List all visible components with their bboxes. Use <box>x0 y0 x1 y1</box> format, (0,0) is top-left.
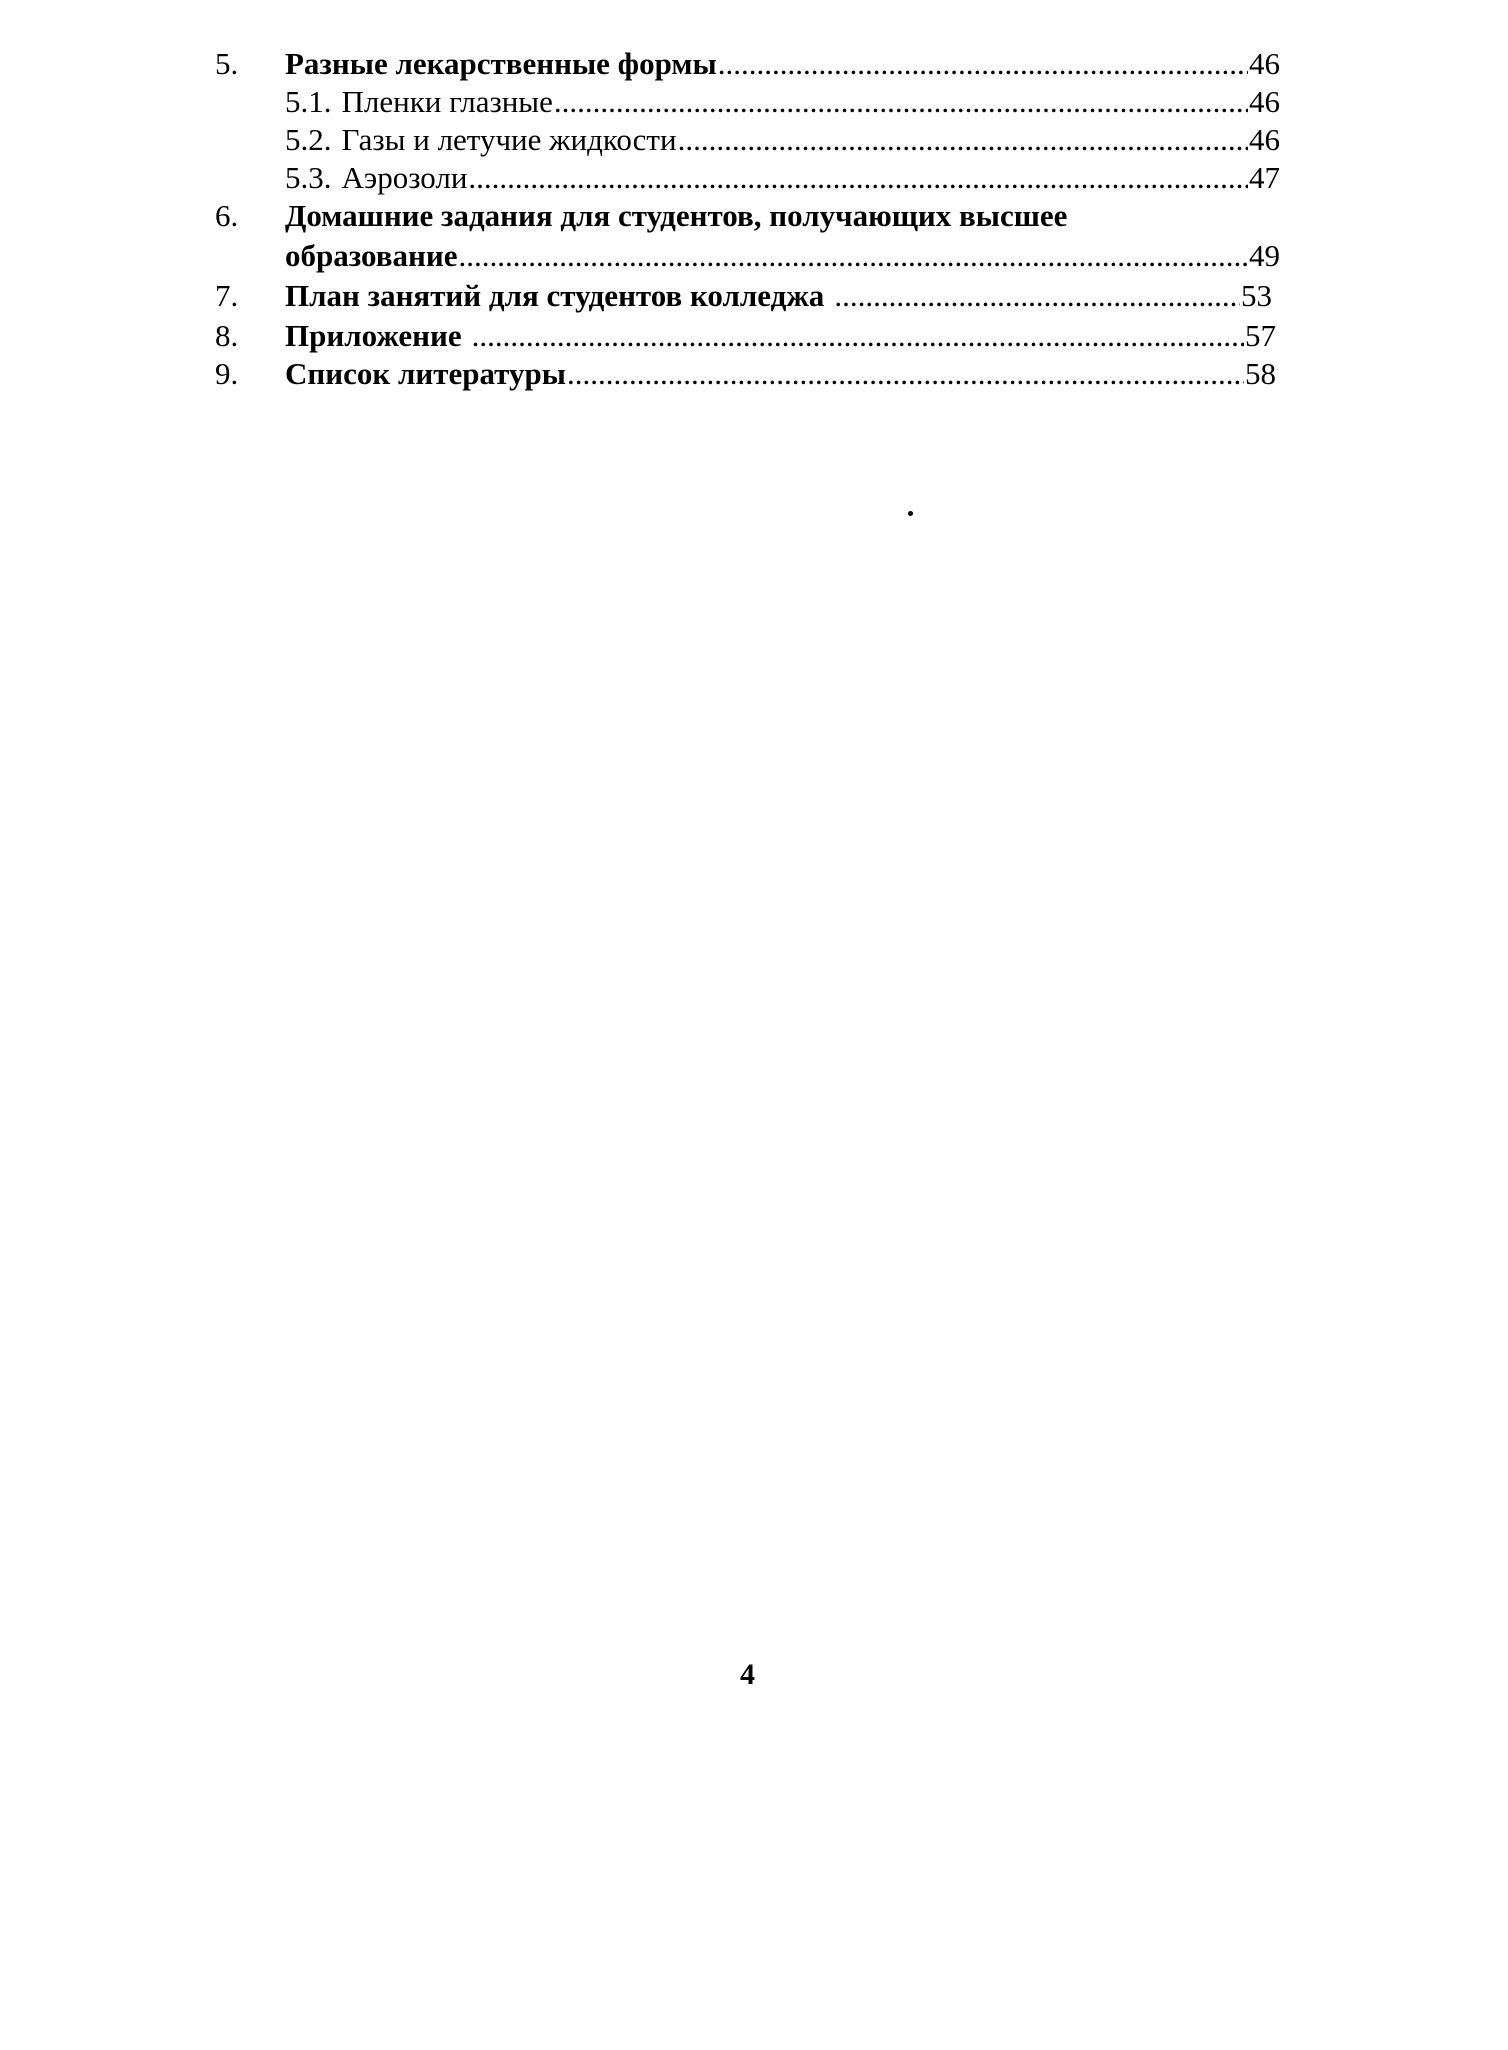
toc-entry-6 <box>215 196 1280 236</box>
toc-entry-number: 5.2. <box>285 122 332 157</box>
toc-entry-number: 6. <box>215 198 239 233</box>
toc-entry-page: 49 <box>1249 238 1280 273</box>
toc-entry-5-1 <box>215 82 1280 122</box>
toc-entry-5 <box>215 44 1280 84</box>
toc-entry-page: 53 <box>1241 278 1272 313</box>
toc-entry-title: Пленки глазные <box>341 84 553 119</box>
toc-entry-6-continued <box>215 236 1280 276</box>
toc-entry-number: 5. <box>215 46 239 81</box>
toc-entry-title-line2: образование <box>285 238 458 273</box>
leader-dots <box>554 82 1248 122</box>
toc-entry-title: Список литературы <box>285 356 566 391</box>
toc-entry-page: 46 <box>1249 84 1280 119</box>
toc-entry-number: 5.3. <box>285 160 332 195</box>
page-number: 4 <box>740 1658 755 1691</box>
toc-entry-8 <box>215 316 1280 356</box>
leader-dots <box>472 316 1244 356</box>
toc-entry-number: 5.1. <box>285 84 332 119</box>
toc-entry-page: 46 <box>1249 46 1280 81</box>
toc-entry-title: Газы и летучие жидкости <box>341 122 677 157</box>
toc-entry-title: Аэрозоли <box>341 160 468 195</box>
stray-mark <box>908 511 913 516</box>
toc-entry-number: 9. <box>215 356 239 391</box>
toc-entry-9 <box>215 354 1280 394</box>
toc-entry-page: 47 <box>1249 160 1280 195</box>
toc-entry-page: 57 <box>1245 318 1276 353</box>
leader-dots <box>834 276 1240 316</box>
toc-entry-page: 46 <box>1249 122 1280 157</box>
toc-entry-title: Приложение <box>285 318 462 353</box>
toc-entry-title: Разные лекарственные формы <box>285 46 717 81</box>
toc-entry-5-2 <box>215 120 1280 160</box>
toc-entry-page: 58 <box>1245 356 1276 391</box>
leader-dots <box>567 354 1244 394</box>
toc-entry-5-3 <box>215 158 1280 198</box>
leader-dots <box>678 120 1248 160</box>
leader-dots <box>468 158 1248 198</box>
leader-dots <box>718 44 1248 84</box>
toc-entry-title: План занятий для студентов колледжа <box>285 278 825 313</box>
toc-entry-number: 7. <box>215 278 239 313</box>
toc-entry-7 <box>215 276 1280 316</box>
leader-dots <box>458 236 1248 276</box>
toc-entry-number: 8. <box>215 318 239 353</box>
toc-entry-title-line1: Домашние задания для студентов, получающих высшее <box>285 198 1068 233</box>
